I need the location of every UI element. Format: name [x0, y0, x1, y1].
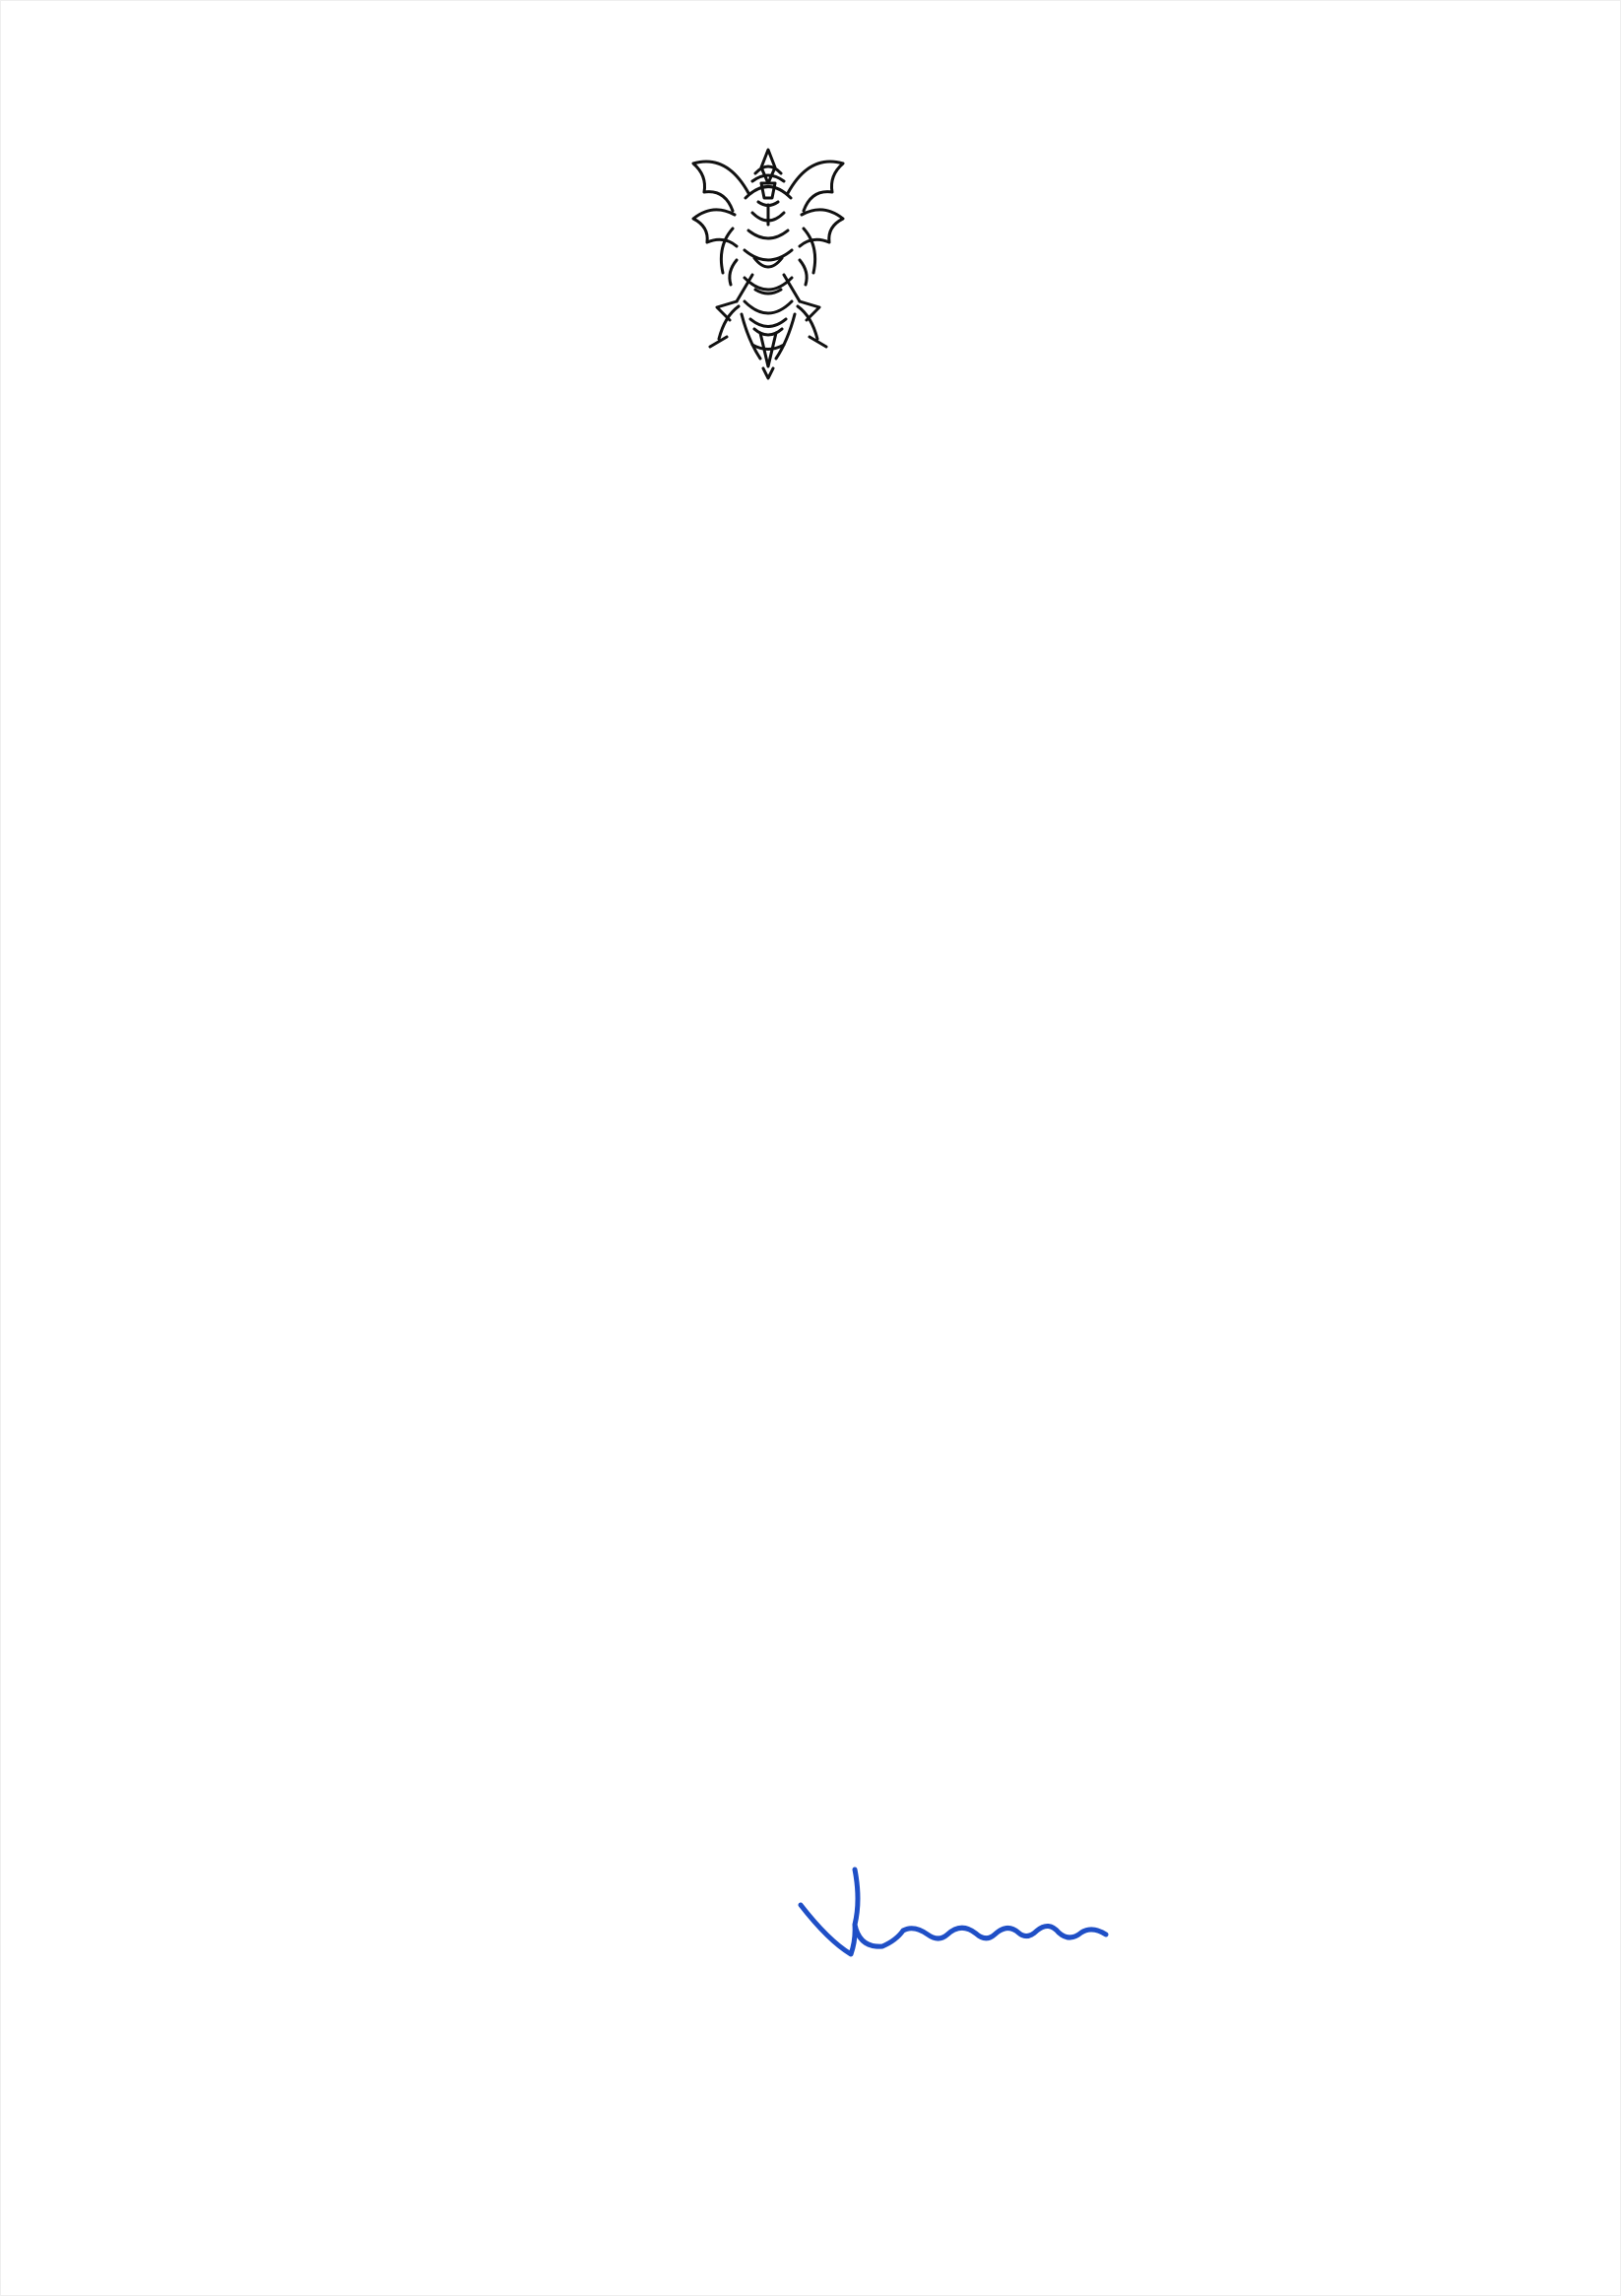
garuda-emblem-icon: [680, 136, 857, 382]
signature-icon: [793, 1852, 1118, 1970]
